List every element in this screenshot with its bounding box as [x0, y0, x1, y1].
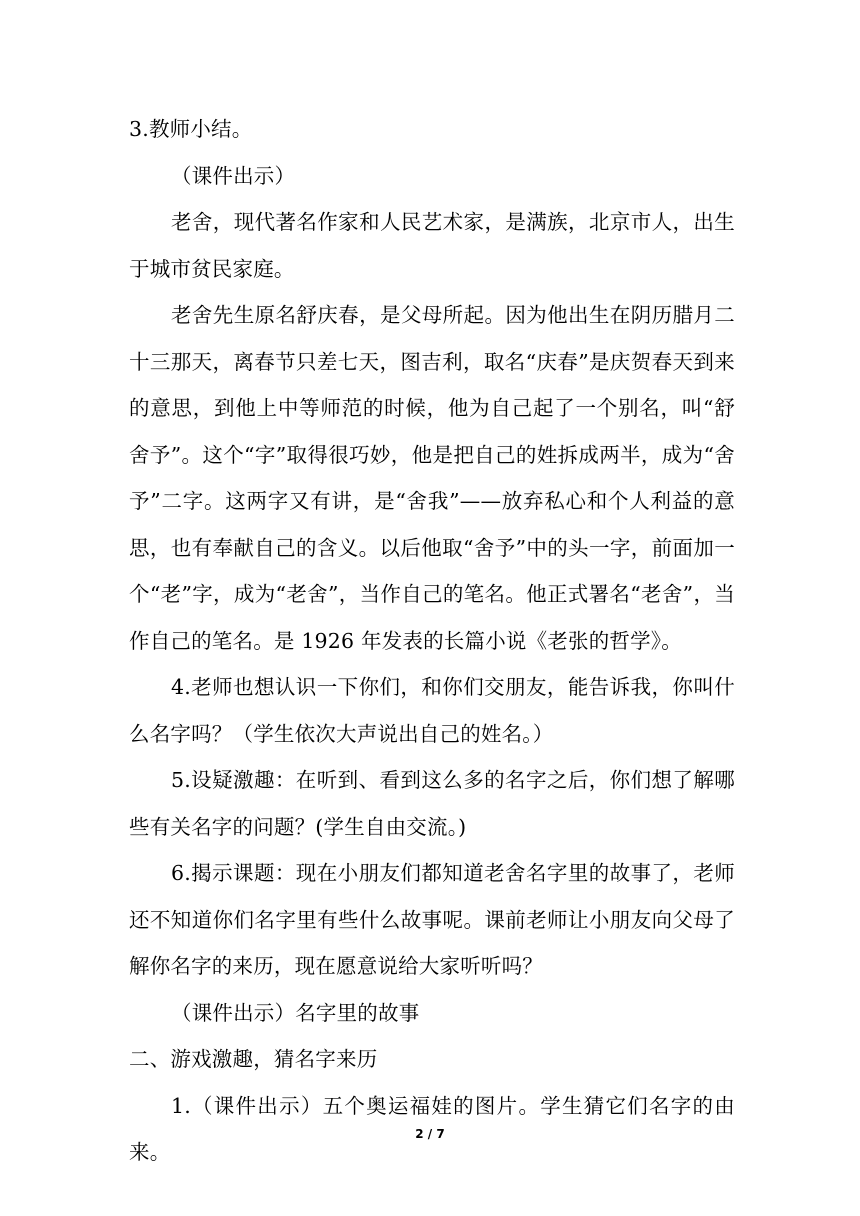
- page-number: 2 / 7: [415, 1127, 445, 1141]
- paragraph-item-6: 6.揭示课题：现在小朋友们都知道老舍名字里的故事了，老师还不知道你们名字里有些什么故事呢。课前老师让小朋友向父母了解你名字的来历，现在愿意说给大家听听吗？: [129, 861, 735, 978]
- document-body: [129, 106, 735, 1176]
- paragraph-item-5: 5.设疑激趣：在听到、看到这么多的名字之后，你们想了解哪些有关名字的问题？(学生自由交流。): [129, 768, 735, 839]
- paragraph-teacher-summary: 3.教师小结。: [129, 117, 253, 141]
- paragraph-laoshe-intro: 老舍，现代著名作家和人民艺术家，是满族，北京市人，出生于城市贫民家庭。: [129, 210, 735, 281]
- paragraph-courseware-show: （课件出示）: [171, 163, 296, 188]
- paragraph-laoshe-name-origin: 老舍先生原名舒庆春，是父母所起。因为他出生在阴历腊月二十三那天，离春节只差七天，图吉利，取名“庆春”是庆贺春天到来的意思，到他上中等师范的时候，他为自己起了一个别名，叫“舒舍予”。这个“字”取得很巧妙，他是把自己的姓拆成两半，成为“舍予”二字。这两字又有讲，是“舍我”——放弃私心和个人利益的意思，也有奉献自己的含义。以后他取“舍予”中的头一字，前面加一个“老”字，成为“老舍”，当作自己的笔名。他正式署名“老舍”，当作自己的笔名。是 1926 年发表的长篇小说《老张的哲学》。: [129, 303, 735, 653]
- paragraph-courseware-story: （课件出示）名字里的故事: [171, 1000, 420, 1025]
- paragraph-game-item-1: 1.（课件出示）五个奥运福娃的图片。学生猜它们名字的由来。: [129, 1093, 735, 1164]
- paragraph-item-4: 4.老师也想认识一下你们，和你们交朋友，能告诉我，你叫什么名字吗？（学生依次大声说出自己的姓名。）: [129, 675, 735, 746]
- section-heading-game: 二、游戏激趣，猜名字来历: [129, 1047, 378, 1071]
